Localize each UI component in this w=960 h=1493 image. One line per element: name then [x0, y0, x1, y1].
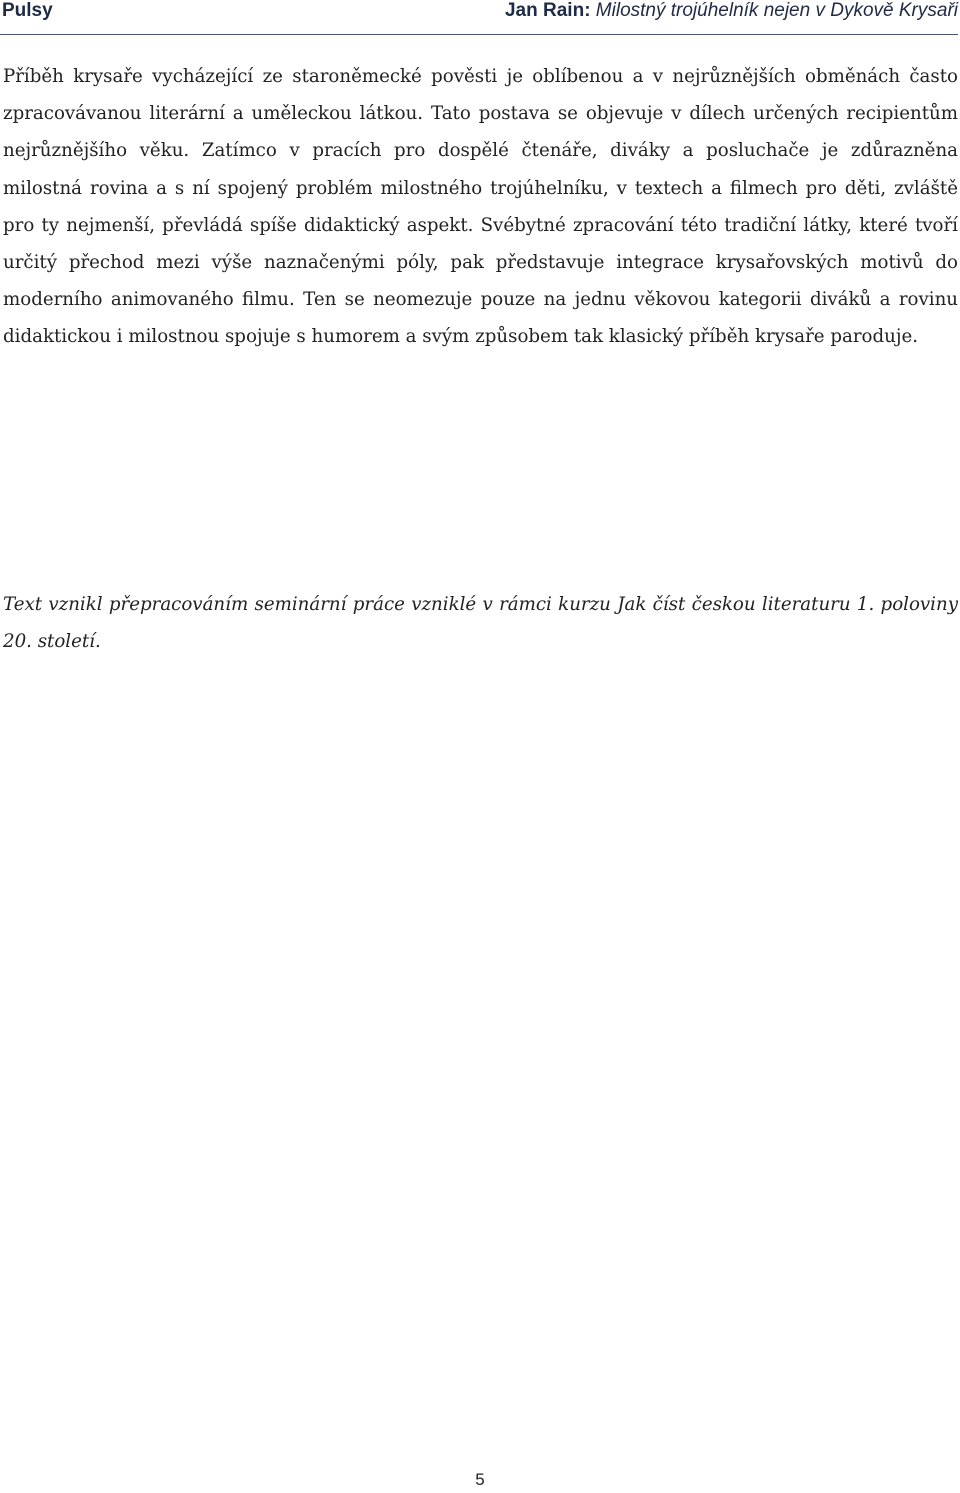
page-number: 5: [475, 1470, 485, 1489]
title-separator: :: [584, 0, 596, 21]
journal-name: Pulsy: [2, 0, 53, 21]
author-name: Jan Rain: [504, 0, 585, 21]
header-rule: [0, 34, 958, 35]
body-paragraph: Příběh krysaře vycházející ze staroněmecké pověsti je oblíbenou a v nejrůznějších obměnách často zpracovávanou literární a uměleckou látkou. Tato postava se objevuje v dílech určených recipientům nejrůznějšího věku. Zatímco v pracích pro dospělé čtenáře, diváky a posluchače je zdůrazněna milostná rovina a s ní spojený problém milostného trojúhelníku, v textech a filmech pro děti, zvláště pro ty nejmenší, převládá spíše didaktický aspekt. Svébytné zpracování této tradiční látky, které tvoří určitý přechod mezi výše naznačenými póly, pak představuje integrace krysařovských motivů do moderního animovaného filmu. Ten se neomezuje pouze na jednu věkovou kategorii diváků a rovinu didaktickou i milostnou spojuje s humorem a svým způsobem tak klasický příběh krysaře paroduje.: [3, 66, 958, 348]
article-title: Milostný trojúhelník nejen v Dykově Krysaři: [595, 0, 958, 21]
source-note: Text vznikl přepracováním seminární práce vzniklé v rámci kurzu Jak číst českou literaturu 1. poloviny 20. století.: [3, 594, 958, 653]
running-title: [505, 0, 958, 22]
page-header: [0, 0, 960, 36]
